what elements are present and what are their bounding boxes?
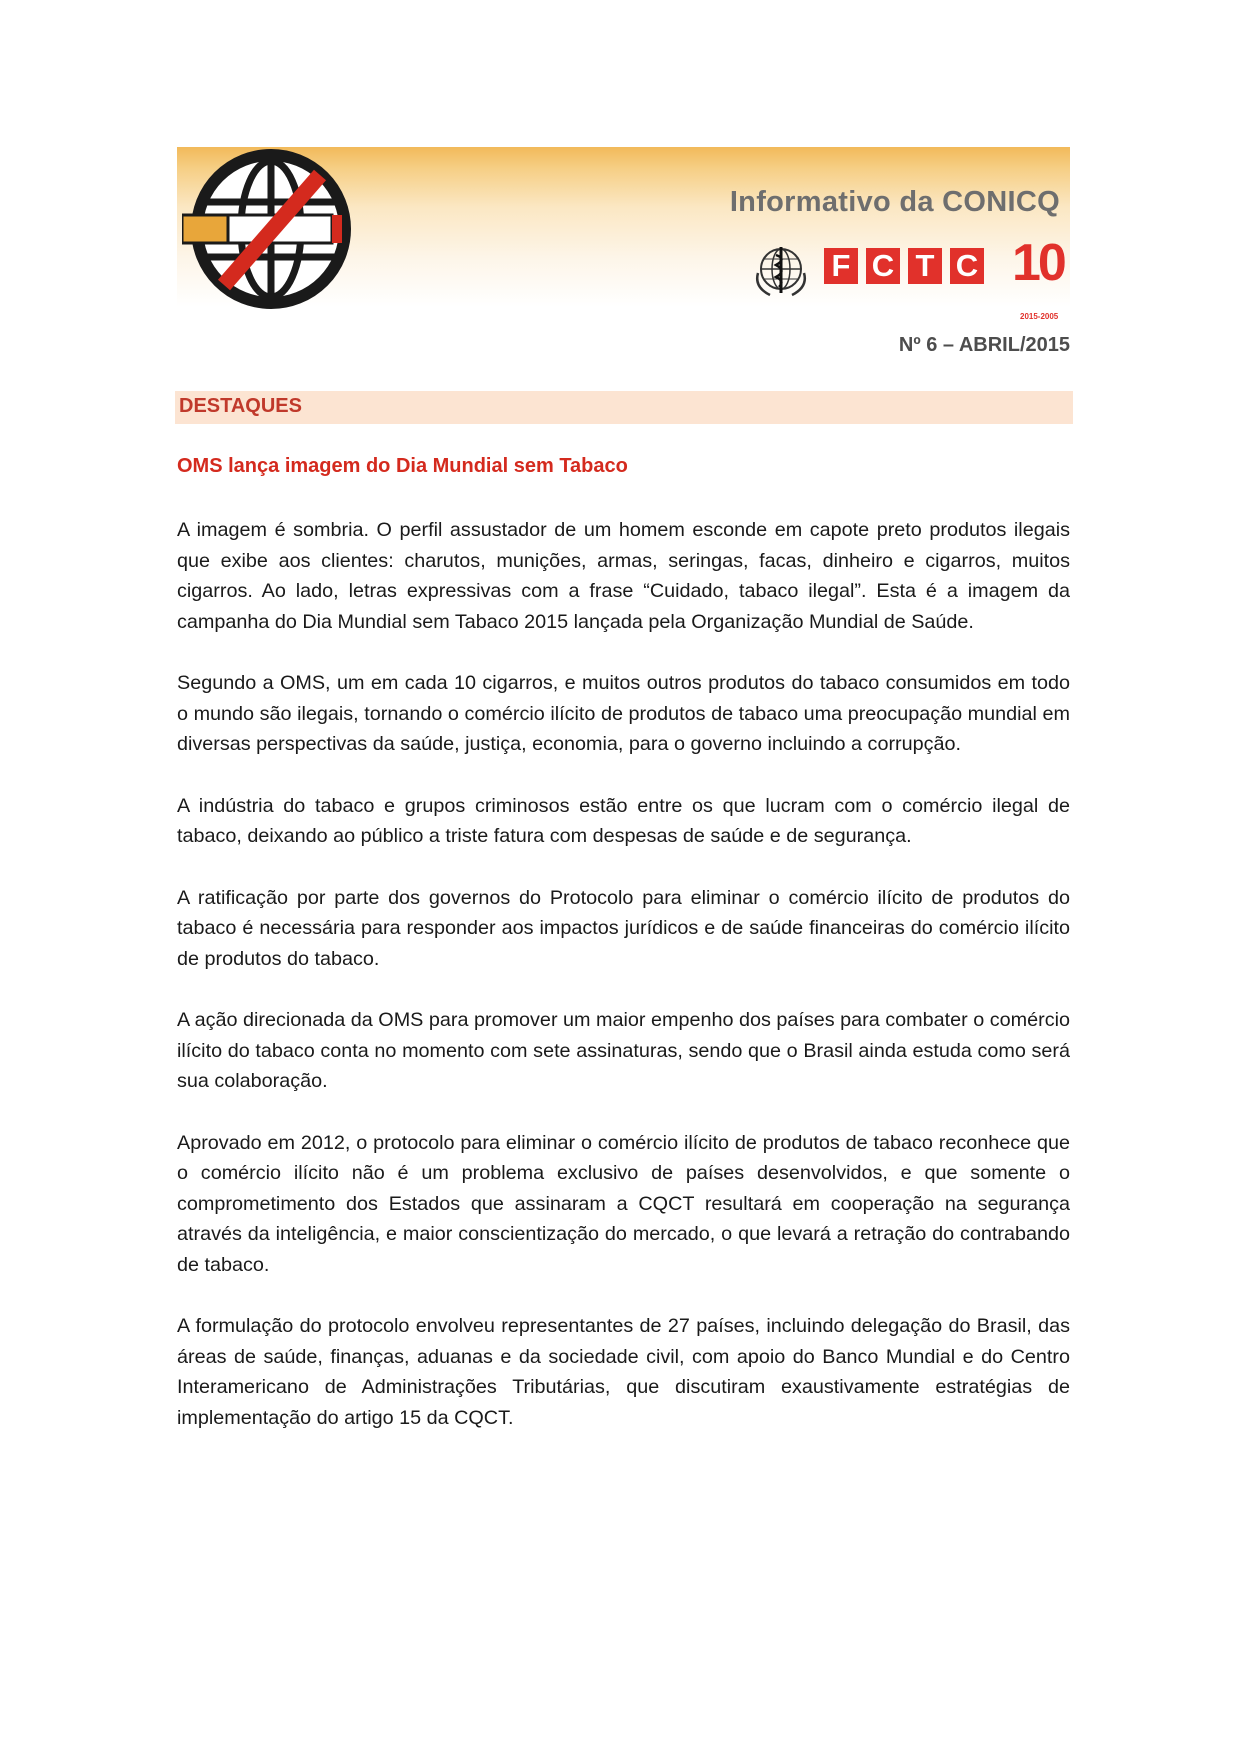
fctc-letter: T xyxy=(908,248,942,284)
fctc-letter: F xyxy=(824,248,858,284)
section-title: DESTAQUES xyxy=(179,395,302,417)
banner-title: Informativo da CONICQ xyxy=(729,186,1060,218)
fctc-years: 2015-2005 xyxy=(1020,312,1059,321)
fctc-number: 10 xyxy=(1012,234,1064,292)
fctc-letter: C xyxy=(950,248,984,284)
no-smoking-globe-logo xyxy=(182,147,360,312)
article-paragraph: A imagem é sombria. O perfil assustador de um homem esconde em capote preto produtos ilegais que exibe aos clientes: charutos, munições, armas, seringas, facas, dinheiro e cigarros, muitos cigarros. Ao lado, letras expressivas com a frase “Cuidado, tabaco ilegal”. Esta é a imagem da campanha do Dia Mundial sem Tabaco 2015 lançada pela Organização Mundial de Saúde. xyxy=(177,519,1070,633)
who-emblem-icon xyxy=(752,243,810,299)
section-header xyxy=(175,391,1073,424)
fctc-letter: C xyxy=(866,248,900,284)
article-paragraph: A formulação do protocolo envolveu representantes de 27 países, incluindo delegação do Brasil, das áreas de saúde, finanças, aduanas e da sociedade civil, com apoio do Banco Mundial e do Centro Interamericano de Administrações Tributárias, que discutiram exaustivamente estratégias de implementação do artigo 15 da CQCT. xyxy=(177,1315,1070,1429)
article-headline: OMS lança imagem do Dia Mundial sem Tabaco xyxy=(177,455,628,477)
article-paragraph: A ratificação por parte dos governos do Protocolo para eliminar o comércio ilícito de produtos do tabaco é necessária para responder aos impactos jurídicos e de saúde financeiras do comércio ilícito de produtos do tabaco. xyxy=(177,886,1070,970)
article-paragraph: A ação direcionada da OMS para promover um maior empenho dos países para combater o comércio ilícito do tabaco conta no momento com sete assinaturas, sendo que o Brasil ainda estuda como será sua colaboração. xyxy=(177,1009,1070,1092)
issue-number: Nº 6 – ABRIL/2015 xyxy=(898,334,1070,356)
article-paragraph: Segundo a OMS, um em cada 10 cigarros, e muitos outros produtos do tabaco consumidos em todo o mundo são ilegais, tornando o comércio ilícito de produtos de tabaco uma preocupação mundial em diversas perspectivas da saúde, justiça, economia, para o governo incluindo a corrupção. xyxy=(177,672,1070,755)
article-paragraph: Aprovado em 2012, o protocolo para eliminar o comércio ilícito de produtos de tabaco reconhece que o comércio ilícito não é um problema exclusivo de países desenvolvidos, e que somente o comprometimento dos Estados que assinaram a CQCT resultará em cooperação na segurança através da inteligência, e maior conscientização do mercado, o que levará a retração do contrabando de tabaco. xyxy=(177,1131,1070,1276)
article-body xyxy=(177,515,1070,1464)
article-paragraph: A indústria do tabaco e grupos criminosos estão entre os que lucram com o comércio ilegal de tabaco, deixando ao público a triste fatura com despesas de saúde e de segurança. xyxy=(177,794,1070,847)
